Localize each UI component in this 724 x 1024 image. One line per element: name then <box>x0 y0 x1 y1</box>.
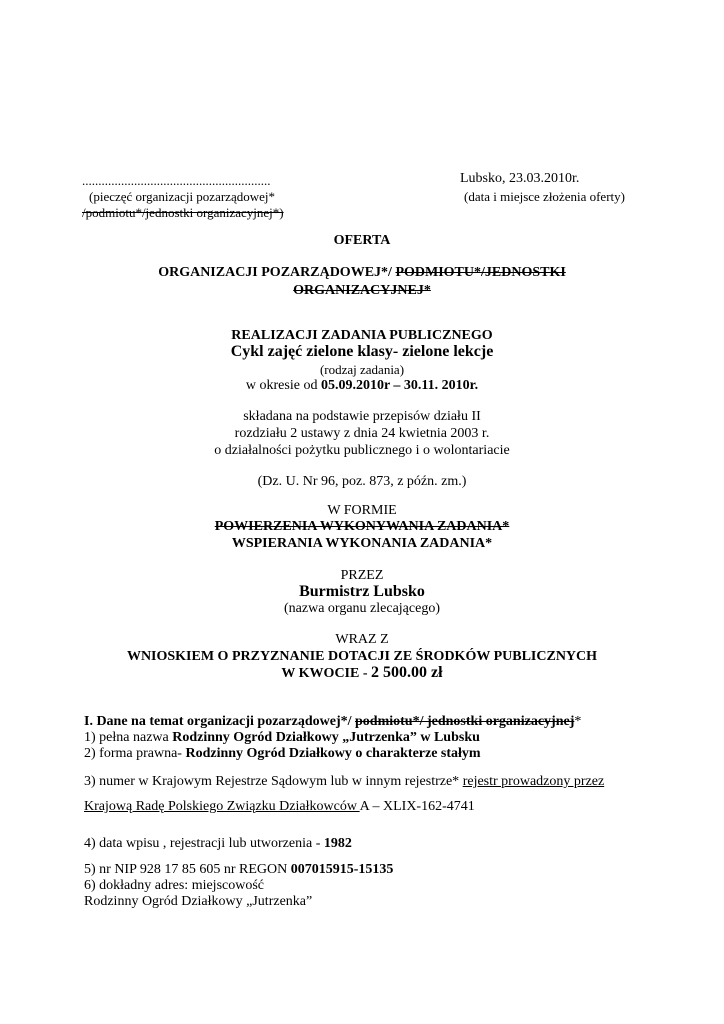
basis-line-2: rozdziału 2 ustawy z dnia 24 kwietnia 2003 r. <box>234 426 490 441</box>
item-4 <box>84 836 352 852</box>
section-1-heading-strike: podmiotu*/ jednostki organizacyjnej <box>355 714 575 729</box>
org-type-text: ORGANIZACJI POZARZĄDOWEJ*/ <box>158 265 396 280</box>
item-4-label: 4) data wpisu , rejestracji lub utworzenia - <box>84 836 324 851</box>
item-3 <box>84 774 604 790</box>
basis-line-1: składana na podstawie przepisów działu II <box>243 409 481 424</box>
item-1 <box>84 730 480 746</box>
item-3-label: 3) numer w Krajowym Rejestrze Sądowym lub w innym rejestrze* <box>84 774 463 789</box>
place-date: Lubsko, 23.03.2010r. <box>460 171 580 186</box>
section-1-heading-asterisk: * <box>574 714 582 729</box>
grant-line: WNIOSKIEM O PRZYZNANIE DOTACJI ZE ŚRODKÓW PUBLICZNYCH <box>126 649 598 664</box>
date-caption: (data i miejsce złożenia oferty) <box>464 189 625 204</box>
task-heading: REALIZACJI ZADANIA PUBLICZNEGO <box>231 328 493 343</box>
item-5 <box>84 862 393 878</box>
seal-dots: .......................................................... <box>82 173 271 188</box>
authority-caption: (nazwa organu zlecającego) <box>284 601 440 616</box>
grant-label: WRAZ Z <box>335 632 389 647</box>
item-3-value-2: Krajową Radę Polskiego Związku Działkowców <box>84 799 360 814</box>
org-line-1 <box>0 265 724 281</box>
item-6-label: 6) dokładny adres: miejscowość <box>84 878 265 893</box>
basis-line-3: o działalności pożytku publicznego i o wolontariacie <box>214 443 510 458</box>
form-option-1-strike: POWIERZENIA WYKONYWANIA ZADANIA* <box>214 519 510 534</box>
item-4-value: 1982 <box>323 836 352 851</box>
by-label: PRZEZ <box>340 568 384 583</box>
period-prefix: w okresie od <box>245 378 321 393</box>
section-1-heading-text: I. Dane na temat organizacji pozarządowej*/ <box>84 714 356 729</box>
grant-amount <box>0 664 724 682</box>
task-name-caption: (rodzaj zadania) <box>319 362 405 377</box>
item-5-regon: 007015915-15135 <box>290 862 394 877</box>
org-type-strike: PODMIOTU*/JEDNOSTKI <box>395 265 566 280</box>
form-option-2: WSPIERANIA WYKONANIA ZADANIA* <box>231 536 493 551</box>
item-1-value: Rodzinny Ogród Działkowy „Jutrzenka” w Lubsku <box>172 730 480 745</box>
authority-name: Burmistrz Lubsko <box>299 583 425 600</box>
period-value: 05.09.2010r – 30.11. 2010r. <box>320 378 479 393</box>
offer-title: OFERTA <box>333 233 391 248</box>
item-1-label: 1) pełna nazwa <box>84 730 173 745</box>
item-3-value-1: rejestr prowadzony przez <box>462 774 605 789</box>
seal-caption: (pieczęć organizacji pozarządowej* <box>89 189 275 204</box>
task-name: Cykl zajęć zielone klasy- zielone lekcje <box>230 343 494 360</box>
item-6-value: Rodzinny Ogród Działkowy „Jutrzenka” <box>84 894 313 909</box>
seal-caption-strike: /podmiotu*/jednostki organizacyjnej*) <box>82 205 284 220</box>
form-label: W FORMIE <box>327 503 397 518</box>
amount-value: 2 500.00 zł <box>371 664 443 681</box>
item-3-value-3: A – XLIX-162-4741 <box>359 799 475 814</box>
item-5-text: 5) nr NIP 928 17 85 605 nr REGON <box>84 862 291 877</box>
task-period <box>0 378 724 394</box>
item-3-continued <box>84 799 475 815</box>
section-1-heading <box>84 714 581 730</box>
item-2-value: Rodzinny Ogród Działkowy o charakterze stałym <box>185 746 481 761</box>
basis-line-4: (Dz. U. Nr 96, poz. 873, z późn. zm.) <box>257 474 467 489</box>
item-2-label: 2) forma prawna- <box>84 746 186 761</box>
amount-prefix: W KWOCIE - <box>281 666 372 681</box>
item-2 <box>84 746 481 762</box>
org-line-2-strike: ORGANIZACYJNEJ* <box>293 283 431 298</box>
